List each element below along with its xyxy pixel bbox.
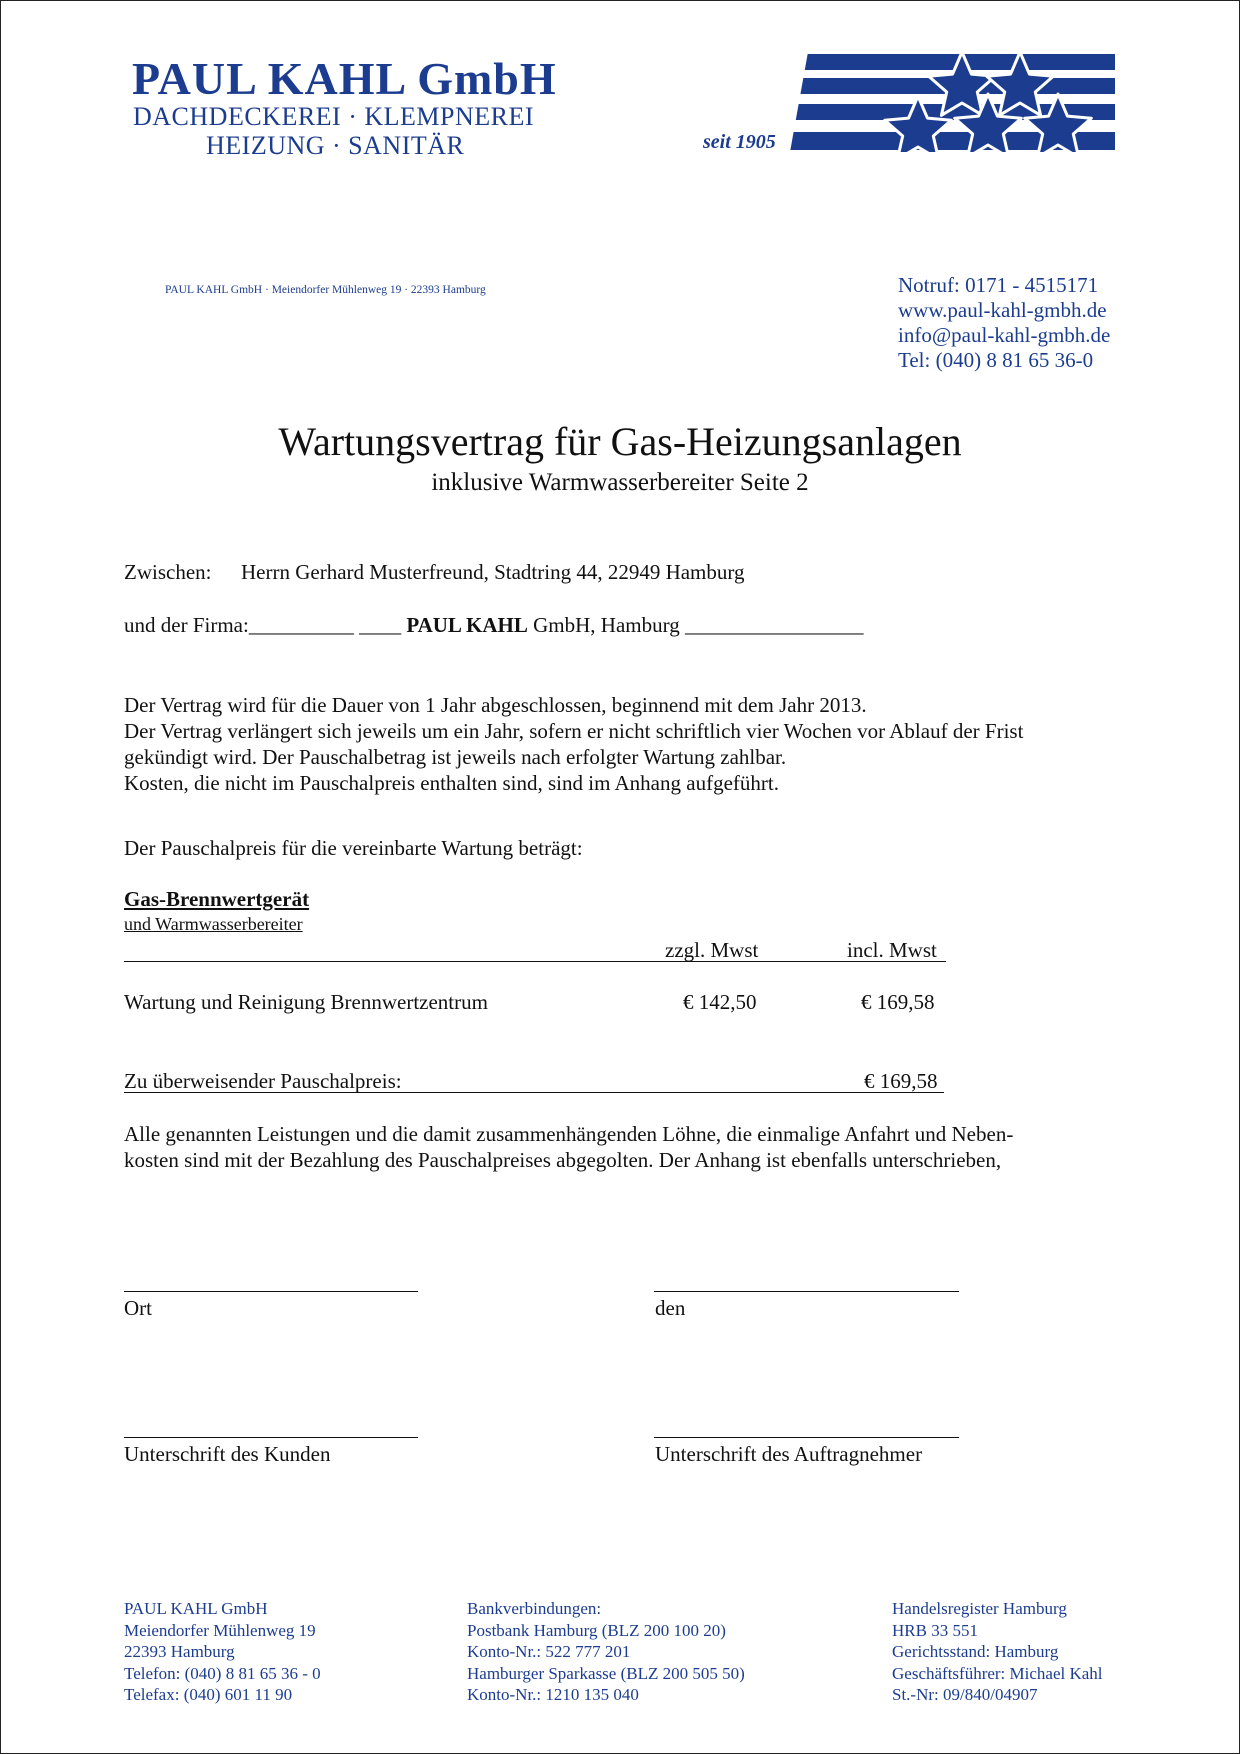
footer-line: St.-Nr: 09/840/04907 xyxy=(892,1685,1038,1704)
footer-line: Konto-Nr.: 522 777 201 xyxy=(467,1642,631,1661)
date-signature-line xyxy=(654,1291,959,1292)
device-subheading: und Warmwasserbereiter xyxy=(124,914,303,934)
date-label: den xyxy=(655,1296,686,1320)
company-rest: GmbH, Hamburg xyxy=(527,613,685,637)
company-trades-line1: DACHDECKEREI · KLEMPNEREI xyxy=(133,102,535,131)
closing-line: Alle genannten Leistungen und die damit zusammenhängenden Löhne, die einmalige Anfahrt und Neben- xyxy=(124,1122,1014,1146)
document-title: Wartungsvertrag für Gas-Heizungsanlagen xyxy=(278,419,962,464)
contact-block xyxy=(898,273,1110,373)
column-gross-header: incl. Mwst xyxy=(847,938,937,962)
company-line xyxy=(124,613,863,638)
company-label: und der Firma: xyxy=(124,613,249,637)
footer-line: Telefax: (040) 601 11 90 xyxy=(124,1685,293,1704)
phone: Tel: (040) 8 81 65 36-0 xyxy=(898,348,1094,372)
total-label: Zu überweisender Pauschalpreis: xyxy=(124,1069,402,1093)
company-name-bold: PAUL KAHL xyxy=(406,613,528,637)
terms-line: Der Vertrag wird für die Dauer von 1 Jahr abgeschlossen, beginnend mit dem Jahr 2013. xyxy=(124,693,867,717)
company-trades-line2: HEIZUNG · SANITÄR xyxy=(206,131,465,160)
footer-bank-column xyxy=(467,1598,745,1706)
footer-registry-column xyxy=(892,1598,1103,1706)
footer-line: Hamburger Sparkasse (BLZ 200 505 50) xyxy=(467,1663,745,1683)
service-row-net: € 142,50 xyxy=(683,990,757,1014)
emergency-phone: Notruf: 0171 - 4515171 xyxy=(898,273,1099,297)
since-label: seit 1905 xyxy=(703,131,776,153)
footer-line: Geschäftsführer: Michael Kahl xyxy=(892,1663,1103,1683)
company-blank: _________________ xyxy=(684,613,864,637)
footer-line: Handelsregister Hamburg xyxy=(892,1599,1067,1618)
between-label: Zwischen: xyxy=(124,560,212,584)
closing-paragraph xyxy=(124,1121,1013,1173)
footer-line: Bankverbindungen: xyxy=(467,1599,602,1618)
footer-line: HRB 33 551 xyxy=(892,1620,978,1640)
service-row-gross: € 169,58 xyxy=(861,990,935,1014)
place-signature-line xyxy=(124,1291,418,1292)
footer-line: Telefon: (040) 8 81 65 36 - 0 xyxy=(124,1663,321,1683)
footer-line: PAUL KAHL GmbH xyxy=(124,1599,268,1618)
stars-stripes-logo-icon xyxy=(790,48,1115,152)
company-name: PAUL KAHL GmbH xyxy=(132,53,557,104)
total-rule xyxy=(124,1092,944,1093)
column-net-header: zzgl. Mwst xyxy=(665,938,759,962)
total-value: € 169,58 xyxy=(864,1069,938,1093)
footer-line: Gerichtsstand: Hamburg xyxy=(892,1642,1059,1661)
service-row-label: Wartung und Reinigung Brennwertzentrum xyxy=(124,990,488,1014)
document-subtitle: inklusive Warmwasserbereiter Seite 2 xyxy=(431,469,809,496)
website: www.paul-kahl-gmbh.de xyxy=(898,298,1107,322)
terms-line: Der Vertrag verlängert sich jeweils um ein Jahr, sofern er nicht schriftlich vier Wochen vor Ablauf der Frist xyxy=(124,719,1024,743)
customer-signature-line xyxy=(124,1437,418,1438)
table-header-rule xyxy=(124,961,946,962)
terms-line: Kosten, die nicht im Pauschalpreis enthalten sind, sind im Anhang aufgeführt. xyxy=(124,771,779,795)
footer-line: Postbank Hamburg (BLZ 200 100 20) xyxy=(467,1620,726,1640)
footer-company-column xyxy=(124,1598,321,1706)
contract-terms xyxy=(124,692,1023,796)
sender-address-line: PAUL KAHL GmbH · Meiendorfer Mühlenweg 19 · 22393 Hamburg xyxy=(165,284,486,296)
customer-address: Herrn Gerhard Musterfreund, Stadtring 44, 22949 Hamburg xyxy=(241,560,745,584)
company-blank: __________ ____ xyxy=(248,613,407,637)
footer-line: Meiendorfer Mühlenweg 19 xyxy=(124,1620,316,1640)
customer-signature-label: Unterschrift des Kunden xyxy=(124,1442,331,1466)
contractor-signature-label: Unterschrift des Auftragnehmer xyxy=(655,1442,923,1466)
footer-line: Konto-Nr.: 1210 135 040 xyxy=(467,1685,639,1704)
footer-line: 22393 Hamburg xyxy=(124,1642,235,1661)
device-heading: Gas-Brennwertgerät xyxy=(124,887,310,911)
closing-line: kosten sind mit der Bezahlung des Pauschalpreises abgegolten. Der Anhang ist ebenfalls unterschrieben, xyxy=(124,1148,1002,1172)
terms-line: gekündigt wird. Der Pauschalbetrag ist jeweils nach erfolgter Wartung zahlbar. xyxy=(124,745,787,769)
email: info@paul-kahl-gmbh.de xyxy=(898,323,1111,347)
price-intro: Der Pauschalpreis für die vereinbarte Wartung beträgt: xyxy=(124,836,583,860)
place-label: Ort xyxy=(124,1296,152,1320)
contractor-signature-line xyxy=(654,1437,959,1438)
